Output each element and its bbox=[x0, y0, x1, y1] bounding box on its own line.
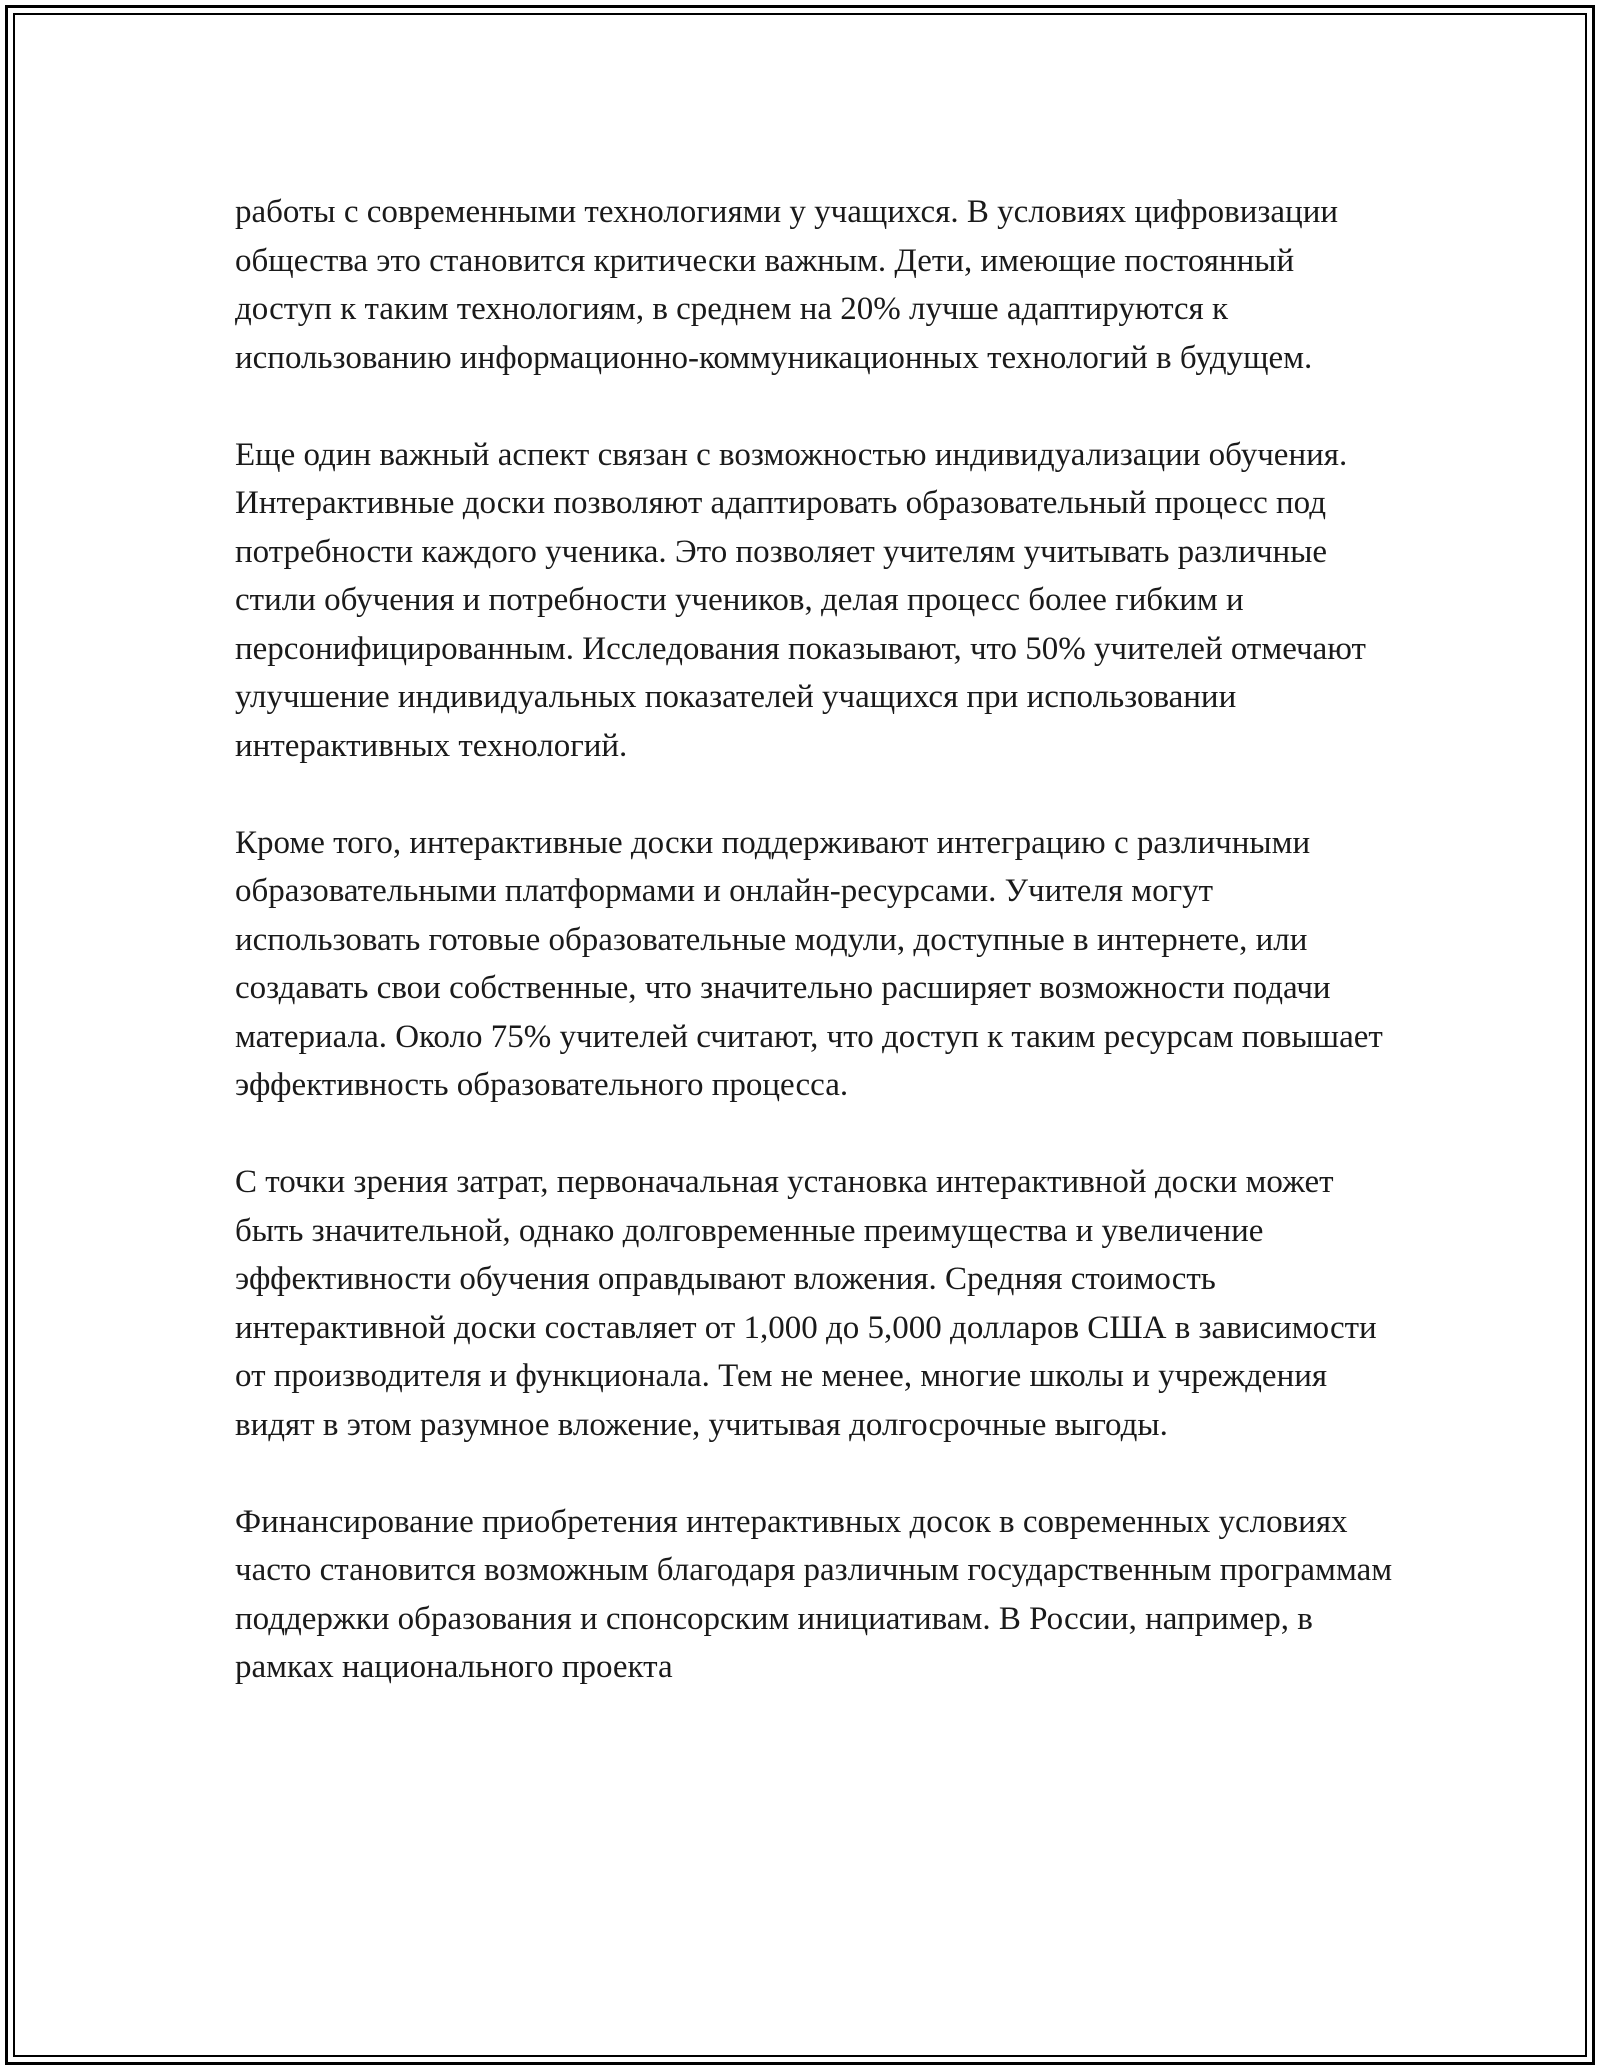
paragraph-3: Кроме того, интерактивные доски поддерживают интеграцию с различными образовательными платформами и онлайн-ресурсами. Учителя могут использовать готовые образовательные модули, доступные в интернете, или создавать свои собственные, что значительно расширяет возможности подачи материала. Около 75% учителей считают, что доступ к таким ресурсам повышает эффективность образовательного процесса. bbox=[235, 824, 1383, 1103]
paragraph-1: работы с современными технологиями у учащихся. В условиях цифровизации общества это становится критически важным. Дети, имеющие постоянный доступ к таким технологиям, в среднем на 20% лучше адаптируются к использованию информационно-коммуникационных технологий в будущем. bbox=[235, 194, 1339, 376]
paragraph-2: Еще один важный аспект связан с возможностью индивидуализации обучения. Интерактивные доски позволяют адаптировать образовательный процесс под потребности каждого ученика. Это позволяет учителям учитывать различные стили обучения и потребности учеников, делая процесс более гибким и персонифицированным. Исследования показывают, что 50% учителей отмечают улучшение индивидуальных показателей учащихся при использовании интерактивных технологий. bbox=[235, 436, 1366, 764]
paragraph-5: Финансирование приобретения интерактивных досок в современных условиях часто становится возможным благодаря различным государственным программам поддержки образования и спонсорским инициативам. В России, например, в рамках национального проекта bbox=[235, 1503, 1393, 1685]
paragraph-4: С точки зрения затрат, первоначальная установка интерактивной доски может быть значительной, однако долговременные преимущества и увеличение эффективности обучения оправдывают вложения. Средняя стоимость интерактивной доски составляет от 1,000 до 5,000 долларов США в зависимости от производителя и функционала. Тем не менее, многие школы и учреждения видят в этом разумное вложение, учитывая долгосрочные выгоды. bbox=[235, 1164, 1377, 1443]
document-body bbox=[235, 188, 1395, 1692]
